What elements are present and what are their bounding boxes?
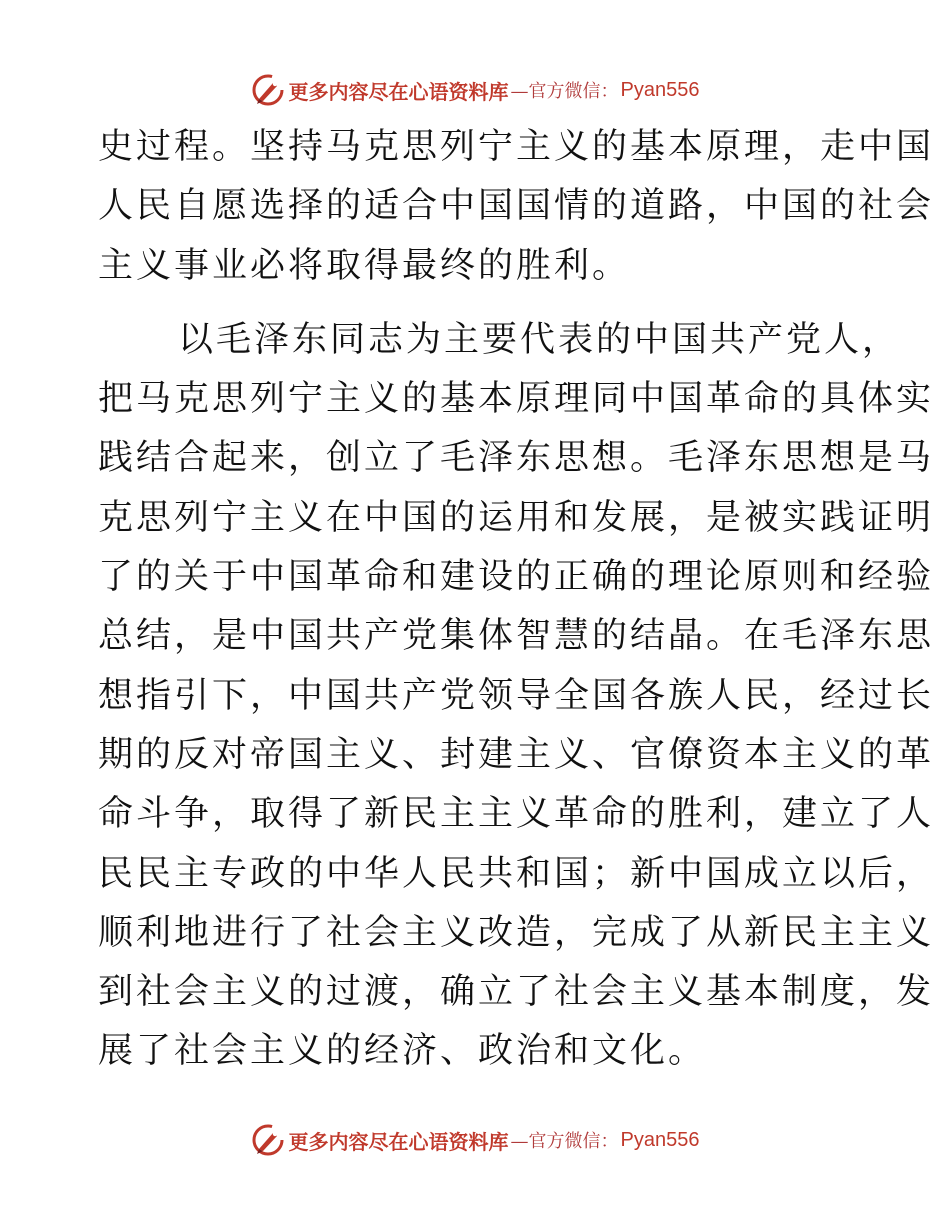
text-line: 克思列宁主义在中国的运用和发展，是被实践证明 bbox=[98, 497, 935, 538]
text-line: 期的反对帝国主义、封建主义、官僚资本主义的革 bbox=[98, 734, 935, 775]
header-banner bbox=[0, 70, 950, 110]
text-line: 顺利地进行了社会主义改造，完成了从新民主主义 bbox=[98, 912, 935, 953]
banner-wechat-id: Pyan556 bbox=[620, 78, 700, 101]
text-line: 到社会主义的过渡，确立了社会主义基本制度，发 bbox=[98, 972, 935, 1013]
text-line: 展了社会主义的经济、政治和文化。 bbox=[98, 1031, 707, 1072]
text-line: 总结，是中国共产党集体智慧的结晶。在毛泽东思 bbox=[98, 616, 935, 657]
text-line: 以毛泽东同志为主要代表的中国共产党人， bbox=[178, 319, 901, 360]
banner-official-label: —官方微信： bbox=[510, 81, 619, 102]
banner-brand-text: 更多内容尽在心语资料库 bbox=[288, 1129, 509, 1154]
banner-wechat-id: Pyan556 bbox=[620, 1128, 700, 1151]
text-line: 把马克思列宁主义的基本原理同中国革命的具体实 bbox=[98, 379, 935, 420]
pen-circle-logo-icon bbox=[251, 73, 285, 107]
text-line: 命斗争，取得了新民主主义革命的胜利，建立了人 bbox=[98, 794, 935, 835]
text-line: 主义事业必将取得最终的胜利。 bbox=[98, 245, 631, 286]
text-line: 了的关于中国革命和建设的正确的理论原则和经验 bbox=[98, 557, 935, 598]
body-text bbox=[98, 118, 935, 1082]
text-line: 人民自愿选择的适合中国国情的道路，中国的社会 bbox=[98, 186, 935, 227]
paragraph-1 bbox=[98, 118, 935, 296]
text-line: 民民主专政的中华人民共和国；新中国成立以后， bbox=[98, 853, 935, 894]
text-line: 想指引下，中国共产党领导全国各族人民，经过长 bbox=[98, 675, 935, 716]
pen-circle-logo-icon bbox=[251, 1123, 285, 1157]
banner-brand-text: 更多内容尽在心语资料库 bbox=[288, 79, 509, 104]
paragraph-2 bbox=[98, 311, 935, 1082]
text-line: 践结合起来，创立了毛泽东思想。毛泽东思想是马 bbox=[98, 438, 935, 479]
text-line: 史过程。坚持马克思列宁主义的基本原理，走中国 bbox=[98, 127, 935, 167]
footer-banner bbox=[0, 1120, 950, 1160]
paragraph-gap bbox=[98, 296, 858, 311]
banner-official-label: —官方微信： bbox=[510, 1131, 619, 1152]
